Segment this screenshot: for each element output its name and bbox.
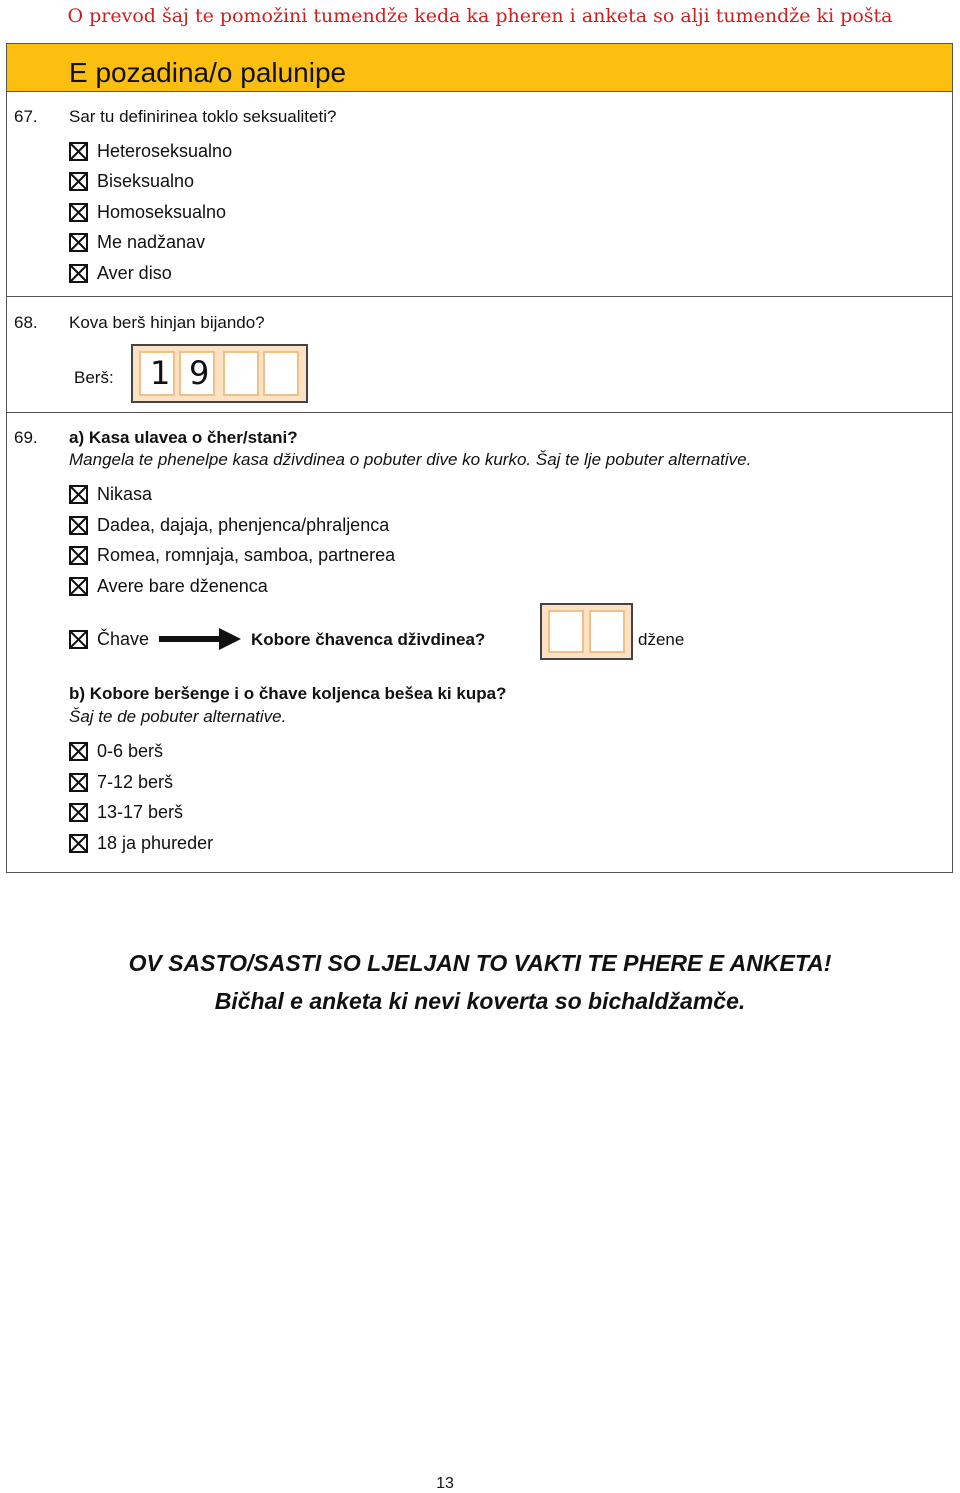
option-label: Čhave — [97, 629, 150, 649]
question-69-number: 69. — [14, 428, 38, 447]
question-67-text: Sar tu definirinea toklo seksualiteti? — [69, 107, 337, 126]
crossed-checkbox-icon[interactable] — [69, 264, 88, 283]
return-instruction: Bičhal e anketa ki nevi koverta so bichaldžamče. — [214, 988, 746, 1014]
option-label: Romea, romnjaja, samboa, partnerea — [97, 545, 396, 565]
option-heteroseksualno[interactable] — [69, 141, 232, 162]
section-title: E pozadina/o palunipe — [69, 57, 347, 88]
page-number: 13 — [436, 1475, 454, 1492]
option-label: Avere bare dženenca — [97, 576, 268, 596]
option-chave[interactable] — [69, 629, 149, 650]
page-header: O prevod šaj te pomožini tumendže keda ka pheren i anketa so alji tumendže ki pošta — [67, 5, 893, 27]
option-homoseksualno[interactable] — [69, 202, 226, 223]
question-68-number: 68. — [14, 313, 38, 332]
option-label: Biseksualno — [97, 171, 195, 191]
crossed-checkbox-icon[interactable] — [69, 485, 88, 504]
question-69b-text: b) Kobore beršenge i o čhave koljenca bešea ki kupa? — [69, 684, 507, 703]
question-68-text: Kova berš hinjan bijando? — [69, 313, 265, 332]
crossed-checkbox-icon[interactable] — [69, 834, 88, 853]
option-romea[interactable] — [69, 545, 395, 566]
option-label: Heteroseksualno — [97, 141, 233, 161]
thank-you-message: OV SASTO/SASTI SO LJELJAN TO VAKTI TE PHERE E ANKETA! — [128, 950, 832, 976]
option-nikasa[interactable] — [69, 484, 152, 505]
birth-year-digit-3[interactable] — [223, 351, 259, 396]
birth-year-digit-4[interactable] — [263, 351, 299, 396]
option-18-ja-phureder[interactable] — [69, 833, 213, 854]
option-dadea[interactable] — [69, 515, 389, 536]
option-label: Aver diso — [97, 263, 172, 283]
children-count-unit: džene — [638, 630, 685, 649]
divider — [7, 296, 952, 297]
crossed-checkbox-icon[interactable] — [69, 630, 88, 649]
birth-year-digit-1[interactable]: 1 — [139, 351, 175, 396]
question-69a-text: a) Kasa ulavea o čher/stani? — [69, 428, 298, 447]
crossed-checkbox-icon[interactable] — [69, 773, 88, 792]
birth-year-digit-2[interactable]: 9 — [179, 351, 215, 396]
option-label: 0-6 berš — [97, 741, 164, 761]
option-label: Me nadžanav — [97, 232, 206, 252]
option-7-12-bers[interactable] — [69, 772, 173, 793]
children-count-digit-2[interactable] — [589, 610, 625, 653]
option-avere-bare-dzenenca[interactable] — [69, 576, 268, 597]
question-67-number: 67. — [14, 107, 38, 126]
option-label: Dadea, dajaja, phenjenca/phraljenca — [97, 515, 390, 535]
option-13-17-bers[interactable] — [69, 802, 183, 823]
right-arrow-icon — [159, 628, 241, 650]
crossed-checkbox-icon[interactable] — [69, 516, 88, 535]
question-69a-instruction: Mangela te phenelpe kasa dživdinea o pobuter dive ko kurko. Šaj te lje pobuter alternative. — [69, 450, 752, 469]
birth-year-field[interactable] — [131, 344, 308, 403]
option-aver-diso[interactable] — [69, 263, 172, 284]
crossed-checkbox-icon[interactable] — [69, 803, 88, 822]
children-count-question: Kobore čhavenca dživdinea? — [251, 630, 486, 649]
option-label: Nikasa — [97, 484, 153, 504]
option-label: 13-17 berš — [97, 802, 184, 822]
option-biseksualno[interactable] — [69, 171, 194, 192]
crossed-checkbox-icon[interactable] — [69, 203, 88, 222]
crossed-checkbox-icon[interactable] — [69, 142, 88, 161]
option-label: 18 ja phureder — [97, 833, 214, 853]
children-count-field[interactable] — [540, 603, 633, 660]
option-me-nadzanav[interactable] — [69, 232, 205, 253]
crossed-checkbox-icon[interactable] — [69, 233, 88, 252]
section-title-bar — [7, 44, 952, 92]
children-count-digit-1[interactable] — [548, 610, 584, 653]
option-label: 7-12 berš — [97, 772, 174, 792]
birth-year-label: Berš: — [74, 368, 114, 387]
crossed-checkbox-icon[interactable] — [69, 742, 88, 761]
question-69b-instruction: Šaj te de pobuter alternative. — [69, 707, 287, 726]
crossed-checkbox-icon[interactable] — [69, 577, 88, 596]
survey-section — [6, 43, 953, 873]
crossed-checkbox-icon[interactable] — [69, 172, 88, 191]
option-0-6-bers[interactable] — [69, 741, 163, 762]
option-label: Homoseksualno — [97, 202, 227, 222]
divider — [7, 412, 952, 413]
crossed-checkbox-icon[interactable] — [69, 546, 88, 565]
